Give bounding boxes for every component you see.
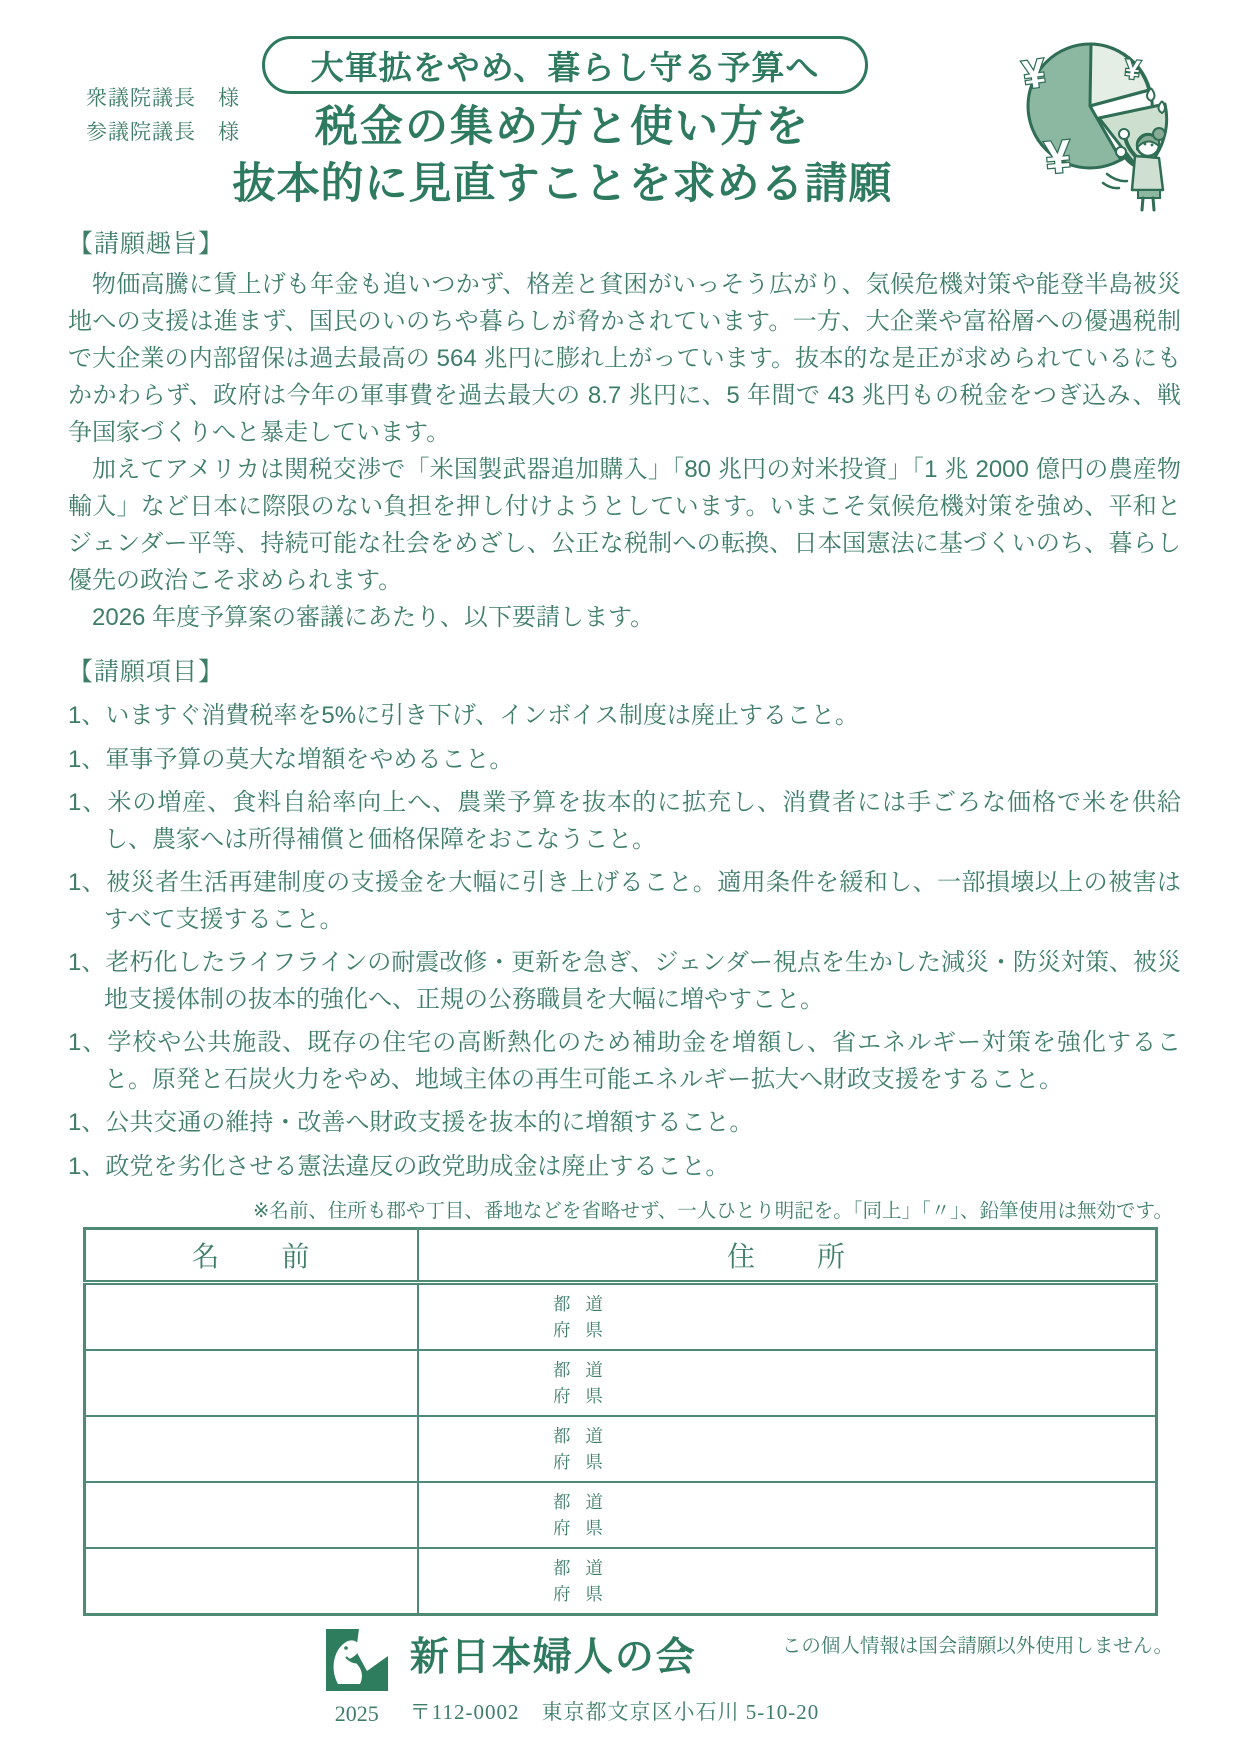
request-item-7: 1、公共交通の維持・改善へ財政支援を抜本的に増額すること。: [68, 1109, 754, 1136]
request-item-3: 1、米の増産、食料自給率向上へ、農業予算を抜本的に拡充し、消費者には手ごろな価格で米を供給し、農家へは所得補償と価格保障をおこなうこと。: [68, 789, 1181, 853]
signature-row-3: [85, 1416, 1157, 1482]
signature-row-1: [85, 1283, 1157, 1351]
request-items-heading: 【請願項目】: [68, 658, 225, 686]
signature-table: [83, 1227, 1158, 1616]
prefecture-label: 都 道 府 県: [553, 1294, 608, 1340]
request-item-1: 1、いますぐ消費税率を5%に引き下げ、インボイス制度は廃止すること。: [68, 702, 859, 729]
signature-row-4: [85, 1482, 1157, 1548]
address-input-cell[interactable]: [418, 1548, 1157, 1615]
signature-row-5: [85, 1548, 1157, 1615]
prefecture-label: 都 道 府 県: [553, 1426, 608, 1472]
header: [0, 0, 1241, 216]
svg-text:¥: ¥: [1020, 51, 1049, 98]
dove-logo-icon: [326, 1626, 388, 1692]
footer-year: 2025: [334, 1701, 379, 1726]
signature-instructions-note: ※名前、住所も郡や丁目、番地などを省略せず、一人ひとり明記を。「同上」「〃」、鉛筆使用は無効です。: [253, 1200, 1173, 1222]
address-input-cell[interactable]: [418, 1283, 1157, 1351]
request-item-2: 1、軍事予算の莫大な増額をやめること。: [68, 745, 514, 773]
title-line-1: 税金の集め方と使い方を: [315, 103, 810, 151]
request-item-8: 1、政党を劣化させる憲法違反の政党助成金は廃止すること。: [68, 1152, 730, 1180]
footer: [0, 1626, 1241, 1727]
purpose-paragraph-3: 2026 年度予算案の審議にあたり、以下要請します。: [92, 604, 655, 631]
svg-text:¥: ¥: [1123, 54, 1142, 86]
signature-table-header-row: [85, 1229, 1157, 1283]
address-input-cell[interactable]: [418, 1416, 1157, 1482]
purpose-heading: 【請願趣旨】: [68, 230, 225, 258]
name-input-cell[interactable]: [85, 1416, 419, 1482]
address-input-cell[interactable]: [418, 1482, 1157, 1548]
svg-text:¥: ¥: [1042, 129, 1073, 184]
name-input-cell[interactable]: [85, 1350, 419, 1416]
organization-name: 新日本婦人の会: [409, 1636, 697, 1679]
yen-pie-chart-illustration: [975, 40, 1210, 212]
name-input-cell[interactable]: [85, 1548, 419, 1615]
organization-address: 〒112-0002 東京都文京区小石川 5-10-20: [409, 1700, 820, 1724]
organization-column: [410, 1626, 819, 1727]
prefecture-label: 都 道 府 県: [553, 1360, 608, 1406]
content: [0, 224, 1241, 1658]
purpose-paragraph-2: 加えてアメリカは関税交渉で「米国製武器追加購入」「80 兆円の対米投資」「1 兆 2000 億円の農産物輸入」など日本に際限のない負担を押し付けようとしています。いまこそ気候危機対策を強め、平和とジェンダー平等、持続可能な社会をめざし、公正な税制への転換、日本国憲法に基づくいのち、暮らし優先の政治こそ求められます。: [68, 456, 1181, 594]
slogan-pill: [262, 36, 868, 94]
privacy-note: この個人情報は国会請願以外使用しません。: [781, 1635, 1173, 1657]
logo-column: [326, 1626, 388, 1727]
title-line-2: 抜本的に見直すことを求める請願: [232, 160, 893, 208]
prefecture-label: 都 道 府 県: [553, 1492, 608, 1538]
request-item-6: 1、学校や公共施設、既存の住宅の高断熱化のため補助金を増額し、省エネルギー対策を強化すること。原発と石炭火力をやめ、地域主体の再生可能エネルギー拡大へ財政支援をすること。: [68, 1029, 1181, 1093]
request-item-4: 1、被災者生活再建制度の支援金を大幅に引き上げること。適用条件を緩和し、一部損壊以上の被害はすべて支援すること。: [68, 869, 1181, 933]
name-input-cell[interactable]: [85, 1482, 419, 1548]
purpose-paragraph-1: 物価高騰に賃上げも年金も追いつかず、格差と貧困がいっそう広がり、気候危機対策や能登半島被災地への支援は進まず、国民のいのちや暮らしが脅かされています。一方、大企業や富裕層への優遇税制で大企業の内部留保は過去最高の 564 兆円に膨れ上がっています。抜本的な是正が求められているにもかかわらず、政府は今年の軍事費を過去最大の 8.7 兆円に、5 年間で 43 兆円もの税金をつぎ込み、戦争国家づくりへと暴走しています。: [68, 271, 1181, 446]
address-input-cell[interactable]: [418, 1350, 1157, 1416]
addressee-house-of-councillors: 参議院議長 様: [86, 121, 240, 144]
name-column-header: 名 前: [85, 1229, 419, 1283]
page-title: [0, 98, 1125, 212]
slogan-text: 大軍拡をやめ、暮らし守る予算へ: [310, 48, 820, 86]
name-input-cell[interactable]: [85, 1283, 419, 1351]
request-item-5: 1、老朽化したライフラインの耐震改修・更新を急ぎ、ジェンダー視点を生かした減災・防災対策、被災地支援体制の抜本的強化へ、正規の公務職員を大幅に増やすこと。: [68, 949, 1181, 1013]
addressee-house-of-representatives: 衆議院議長 様: [86, 87, 240, 110]
address-column-header: 住 所: [418, 1229, 1157, 1283]
signature-row-2: [85, 1350, 1157, 1416]
prefecture-label: 都 道 府 県: [553, 1558, 608, 1604]
